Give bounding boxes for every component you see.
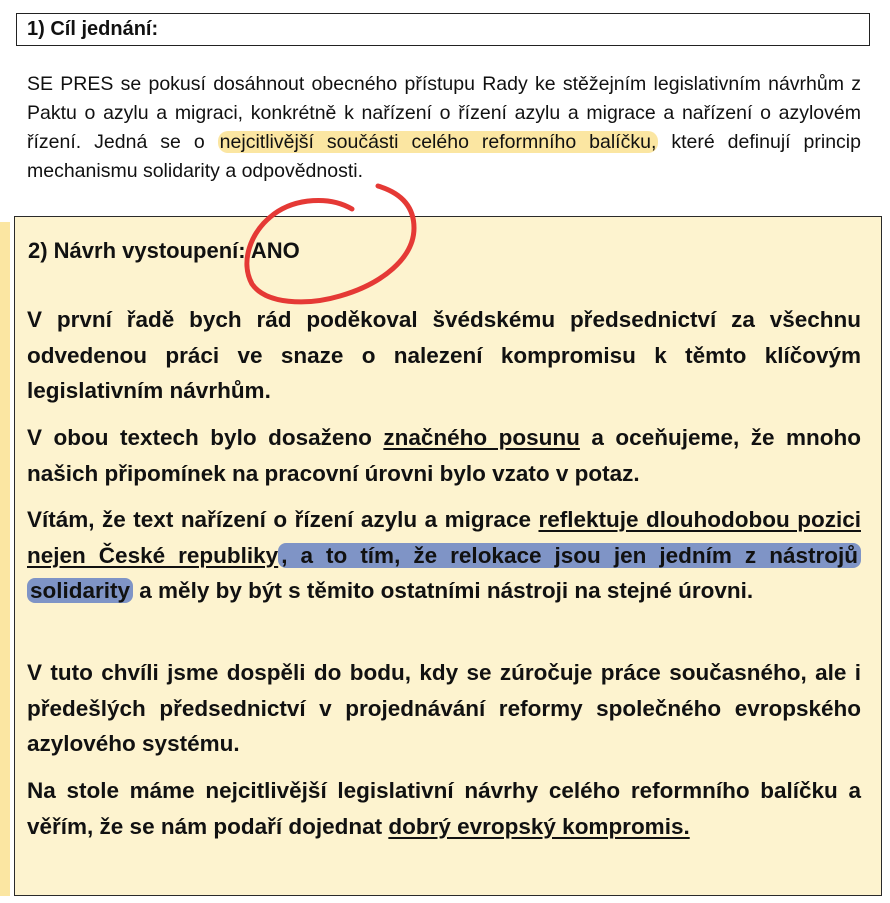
paragraph-3-start: Vítám, že text nařízení o řízení azylu a migrace (27, 507, 539, 532)
underlined-phrase: dobrý evropský kompromis. (388, 813, 690, 839)
paragraph-2-end: a oceňujeme, že mnoho našich připomínek na pracovní úrovni bylo vzato v potaz. (27, 425, 862, 486)
speech-paragraph-4: V tuto chvíli jsme dospěli do bodu, kdy se zúročuje práce současného, ale i předešlých předsednictví v projednávání reformy společného evropského azylového systému. (27, 660, 861, 756)
intro-paragraph (27, 70, 861, 186)
margin-highlight-marker (0, 222, 10, 896)
speech-paragraph-2 (27, 420, 861, 491)
paragraph-3-end: a měly by být s těmito ostatními nástroji na stejné úrovni. (133, 578, 754, 603)
paragraph-5-start: Na stole máme nejcitlivější legislativní návrhy celého reformního balíčku a věřím, že se nám podaří dojednat (27, 778, 861, 839)
blue-highlight: , a to tím, že relokace jsou jen jedním z nástrojů solidarity (27, 543, 861, 604)
speech-paragraph-1: V první řadě bych rád poděkoval švédskému předsednictví za všechnu odvedenou práci ve snaze o nalezení kompromisu k těmto klíčovým legislativním návrhům. (27, 307, 861, 403)
yellow-highlight: nejcitlivější součásti celého reformního balíčku, (219, 131, 657, 153)
underlined-phrase: značného posunu (383, 425, 580, 450)
underlined-phrase: reflektuje dlouhodobou pozici nejen České republiky (27, 507, 861, 568)
speech-paragraph-3 (27, 502, 861, 609)
intro-text-start: SE PRES se pokusí dosáhnout obecného přístupu Rady ke stěžejním legislativním návrhům z Paktu o azylu a migraci, konkrétně k nařízení o řízení azylu a migrace a nařízení o azylovém řízení. Jedná se o (27, 73, 861, 153)
intro-text-end: které definují princip mechanismu solidarity a odpovědnosti. (27, 131, 861, 182)
section-1-heading: 1) Cíl jednání: (16, 13, 870, 46)
speech-paragraph-5 (27, 773, 861, 844)
paragraph-2-start: V obou textech bylo dosaženo (27, 425, 384, 450)
section-2-heading: 2) Návrh vystoupení: ANO (28, 238, 300, 263)
